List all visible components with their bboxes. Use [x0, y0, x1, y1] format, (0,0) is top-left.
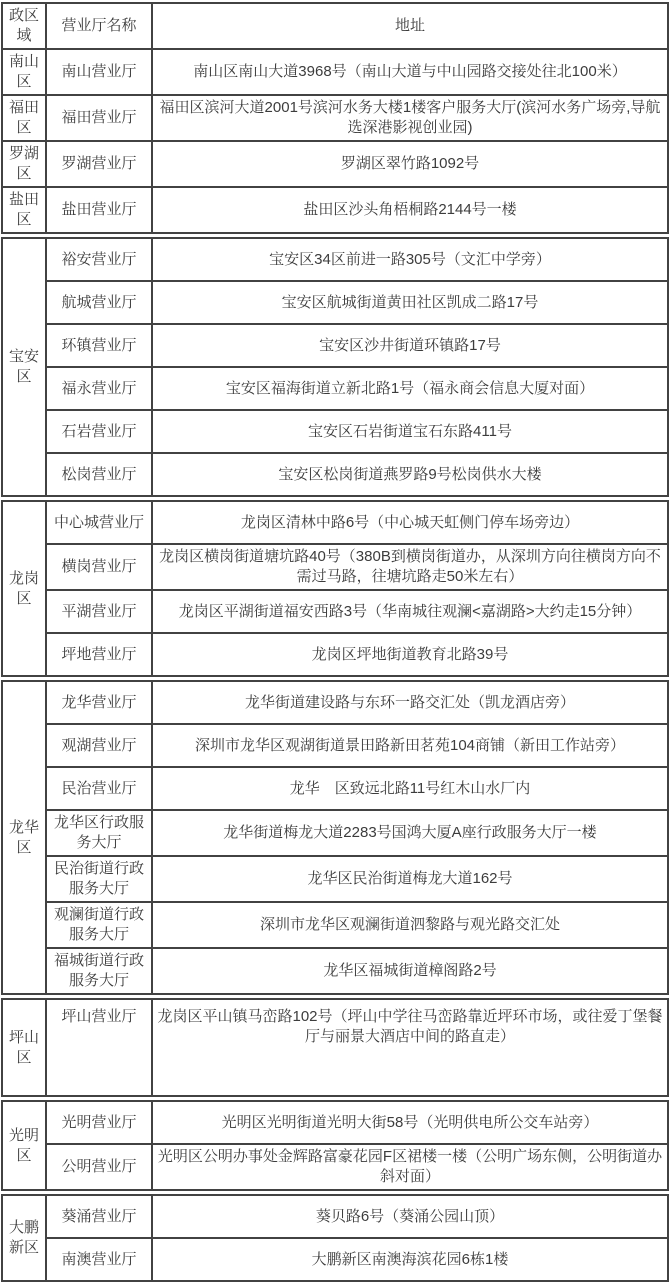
hall-name-cell: 福永营业厅	[46, 367, 152, 410]
hall-address-cell: 龙岗区坪地街道教育北路39号	[152, 633, 668, 676]
hall-address-cell: 宝安区航城街道黄田社区凯成二路17号	[152, 281, 668, 324]
hall-address-cell: 宝安区福海街道立新北路1号（福永商会信息大厦对面）	[152, 367, 668, 410]
district-table-block	[1, 998, 669, 1097]
district-cell: 光明区	[2, 1101, 46, 1190]
district-cell: 龙岗区	[2, 501, 46, 676]
hall-address-cell: 龙岗区平湖街道福安西路3号（华南城往观澜<嘉湖路>大约走15分钟）	[152, 590, 668, 633]
table-row	[2, 544, 668, 590]
hall-address-cell: 宝安区松岗街道燕罗路9号松岗供水大楼	[152, 453, 668, 496]
hall-name-cell: 龙华营业厅	[46, 681, 152, 724]
hall-name-cell: 公明营业厅	[46, 1144, 152, 1190]
table-row	[2, 1144, 668, 1190]
table-row	[2, 999, 668, 1096]
district-cell: 坪山区	[2, 999, 46, 1096]
hall-address-cell: 龙华 区致远北路11号红木山水厂内	[152, 767, 668, 810]
table-row	[2, 187, 668, 233]
hall-name-cell: 福城街道行政服务大厅	[46, 948, 152, 994]
hall-name-cell: 环镇营业厅	[46, 324, 152, 367]
district-cell: 盐田区	[2, 187, 46, 233]
column-header-address: 地址	[152, 3, 668, 49]
hall-address-cell: 龙华街道建设路与东环一路交汇处（凯龙酒店旁）	[152, 681, 668, 724]
hall-address-cell: 深圳市龙华区观澜街道泗黎路与观光路交汇处	[152, 902, 668, 948]
hall-name-cell: 葵涌营业厅	[46, 1195, 152, 1238]
district-table-block	[1, 500, 669, 677]
hall-address-cell: 龙岗区横岗街道塘坑路40号（380B到横岗街道办，从深圳方向往横岗方向不需过马路，往塘坑路走50米左右）	[152, 544, 668, 590]
table-row	[2, 324, 668, 367]
table-row	[2, 141, 668, 187]
hall-name-cell: 航城营业厅	[46, 281, 152, 324]
column-header-district: 政区域	[2, 3, 46, 49]
table-row	[2, 590, 668, 633]
district-cell: 南山区	[2, 49, 46, 95]
hall-address-cell: 龙华区民治街道梅龙大道162号	[152, 856, 668, 902]
hall-name-cell: 平湖营业厅	[46, 590, 152, 633]
table-row	[2, 1195, 668, 1238]
table-row	[2, 902, 668, 948]
hall-address-cell: 罗湖区翠竹路1092号	[152, 141, 668, 187]
hall-name-cell: 坪山营业厅	[46, 999, 152, 1096]
hall-name-cell: 南山营业厅	[46, 49, 152, 95]
hall-name-cell: 盐田营业厅	[46, 187, 152, 233]
hall-address-cell: 龙华街道梅龙大道2283号国鸿大厦A座行政服务大厅一楼	[152, 810, 668, 856]
hall-name-cell: 民治街道行政服务大厅	[46, 856, 152, 902]
table-row	[2, 724, 668, 767]
table-row	[2, 281, 668, 324]
hall-address-cell: 南山区南山大道3968号（南山大道与中山园路交接处往北100米）	[152, 49, 668, 95]
hall-address-cell: 宝安区34区前进一路305号（文汇中学旁）	[152, 238, 668, 281]
hall-name-cell: 福田营业厅	[46, 95, 152, 141]
table-row	[2, 767, 668, 810]
table-row	[2, 1238, 668, 1281]
hall-name-cell: 罗湖营业厅	[46, 141, 152, 187]
hall-address-cell: 深圳市龙华区观湖街道景田路新田茗苑104商铺（新田工作站旁）	[152, 724, 668, 767]
hall-name-cell: 观湖营业厅	[46, 724, 152, 767]
district-table-block	[1, 1100, 669, 1191]
table-row	[2, 367, 668, 410]
district-cell: 龙华区	[2, 681, 46, 994]
district-table-block	[1, 237, 669, 497]
hall-name-cell: 石岩营业厅	[46, 410, 152, 453]
hall-name-cell: 松岗营业厅	[46, 453, 152, 496]
table-row	[2, 410, 668, 453]
district-table-block	[1, 1194, 669, 1282]
table-row	[2, 681, 668, 724]
hall-address-cell: 光明区公明办事处金辉路富豪花园F区裙楼一楼（公明广场东侧，公明街道办斜对面）	[152, 1144, 668, 1190]
hall-address-cell: 大鹏新区南澳海滨花园6栋1楼	[152, 1238, 668, 1281]
table-row	[2, 810, 668, 856]
hall-address-cell: 盐田区沙头角梧桐路2144号一楼	[152, 187, 668, 233]
hall-name-cell: 南澳营业厅	[46, 1238, 152, 1281]
hall-name-cell: 中心城营业厅	[46, 501, 152, 544]
table-row	[2, 501, 668, 544]
hall-name-cell: 观澜街道行政服务大厅	[46, 902, 152, 948]
column-header-hall-name: 营业厅名称	[46, 3, 152, 49]
table-row	[2, 856, 668, 902]
hall-name-cell: 民治营业厅	[46, 767, 152, 810]
district-table-block	[1, 2, 669, 234]
table-row	[2, 633, 668, 676]
district-cell: 福田区	[2, 95, 46, 141]
hall-address-cell: 龙岗区平山镇马峦路102号（坪山中学往马峦路靠近坪环市场，或往爱丁堡餐厅与丽景大酒店中间的路直走）	[152, 999, 668, 1096]
hall-address-cell: 龙岗区清林中路6号（中心城天虹侧门停车场旁边）	[152, 501, 668, 544]
hall-address-cell: 福田区滨河大道2001号滨河水务大楼1楼客户服务大厅(滨河水务广场旁,导航选深港影视创业园)	[152, 95, 668, 141]
table-row	[2, 49, 668, 95]
header-row	[2, 3, 668, 49]
hall-name-cell: 裕安营业厅	[46, 238, 152, 281]
hall-address-cell: 宝安区沙井街道环镇路17号	[152, 324, 668, 367]
hall-address-cell: 宝安区石岩街道宝石东路411号	[152, 410, 668, 453]
table-row	[2, 1101, 668, 1144]
table-row	[2, 238, 668, 281]
table-row	[2, 453, 668, 496]
district-cell: 宝安区	[2, 238, 46, 496]
table-row	[2, 948, 668, 994]
hall-address-cell: 光明区光明街道光明大街58号（光明供电所公交车站旁）	[152, 1101, 668, 1144]
district-table-block	[1, 680, 669, 995]
hall-address-cell: 龙华区福城街道樟阁路2号	[152, 948, 668, 994]
hall-name-cell: 横岗营业厅	[46, 544, 152, 590]
table-row	[2, 95, 668, 141]
hall-name-cell: 光明营业厅	[46, 1101, 152, 1144]
district-cell: 大鹏新区	[2, 1195, 46, 1281]
district-cell: 罗湖区	[2, 141, 46, 187]
hall-name-cell: 龙华区行政服务大厅	[46, 810, 152, 856]
hall-address-cell: 葵贝路6号（葵涌公园山顶）	[152, 1195, 668, 1238]
hall-name-cell: 坪地营业厅	[46, 633, 152, 676]
